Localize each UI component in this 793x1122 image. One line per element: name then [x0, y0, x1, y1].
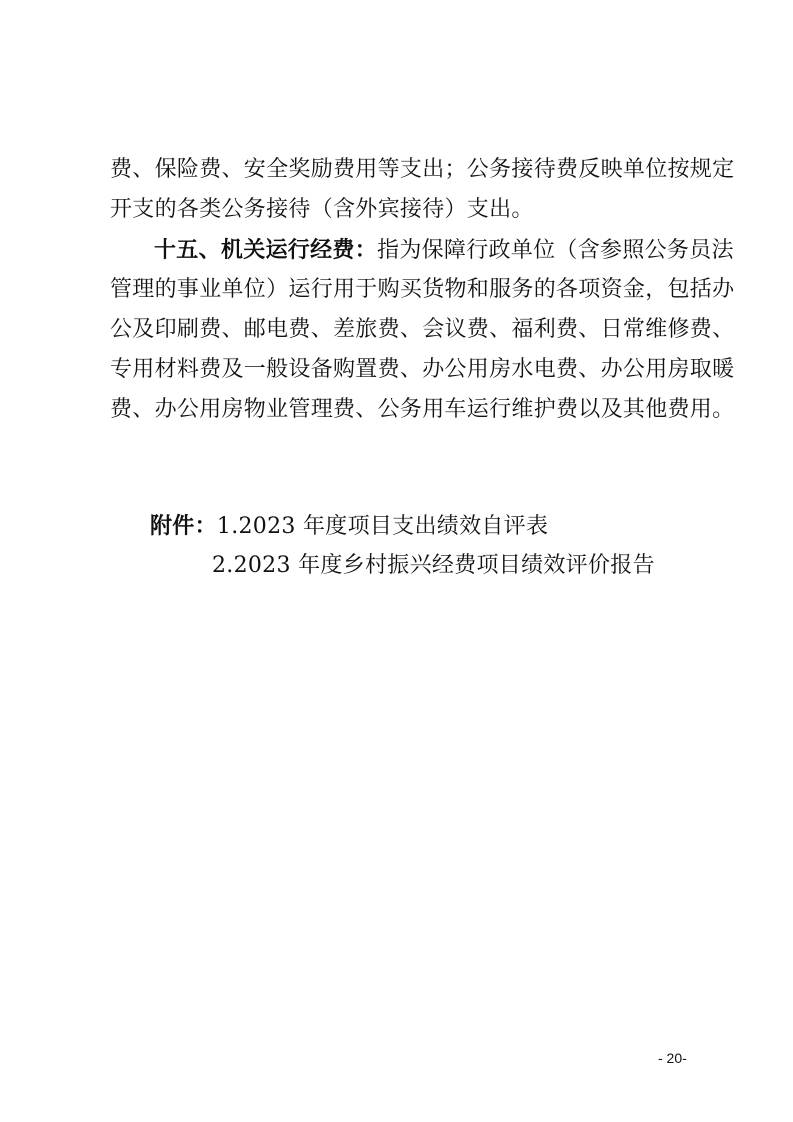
paragraph-2-line-4: 专用材料费及一般设备购置费、办公用房水电费、办公用房取暖 — [110, 357, 735, 382]
attachment-item-2: 2.2023 年度乡村振兴经费项目绩效评价报告 — [212, 553, 655, 578]
attachment-line-2 — [212, 551, 655, 581]
paragraph-2-line-3: 公及印刷费、邮电费、差旅费、会议费、福利费、日常维修费、 — [110, 317, 735, 342]
paragraph-2-line-1 — [154, 235, 734, 265]
paragraph-2-line-5: 费、办公用房物业管理费、公务用车运行维护费以及其他费用。 — [110, 397, 735, 422]
paragraph-1-line-2: 开支的各类公务接待（含外宾接待）支出。 — [110, 197, 534, 222]
page-number: - 20- — [658, 1050, 687, 1066]
paragraph-1-line-1: 费、保险费、安全奖励费用等支出；公务接待费反映单位按规定 — [110, 157, 735, 182]
paragraph-2-line-1-text: 指为保障行政单位（含参照公务员法 — [377, 238, 734, 263]
attachment-item-1: 1.2023 年度项目支出绩效自评表 — [216, 514, 549, 539]
section-heading: 十五、机关运行经费： — [154, 237, 378, 263]
attachment-line-1 — [150, 511, 548, 541]
paragraph-2-line-2: 管理的事业单位）运行用于购买货物和服务的各项资金，包括办 — [110, 277, 735, 302]
attachment-label: 附件： — [150, 513, 217, 539]
